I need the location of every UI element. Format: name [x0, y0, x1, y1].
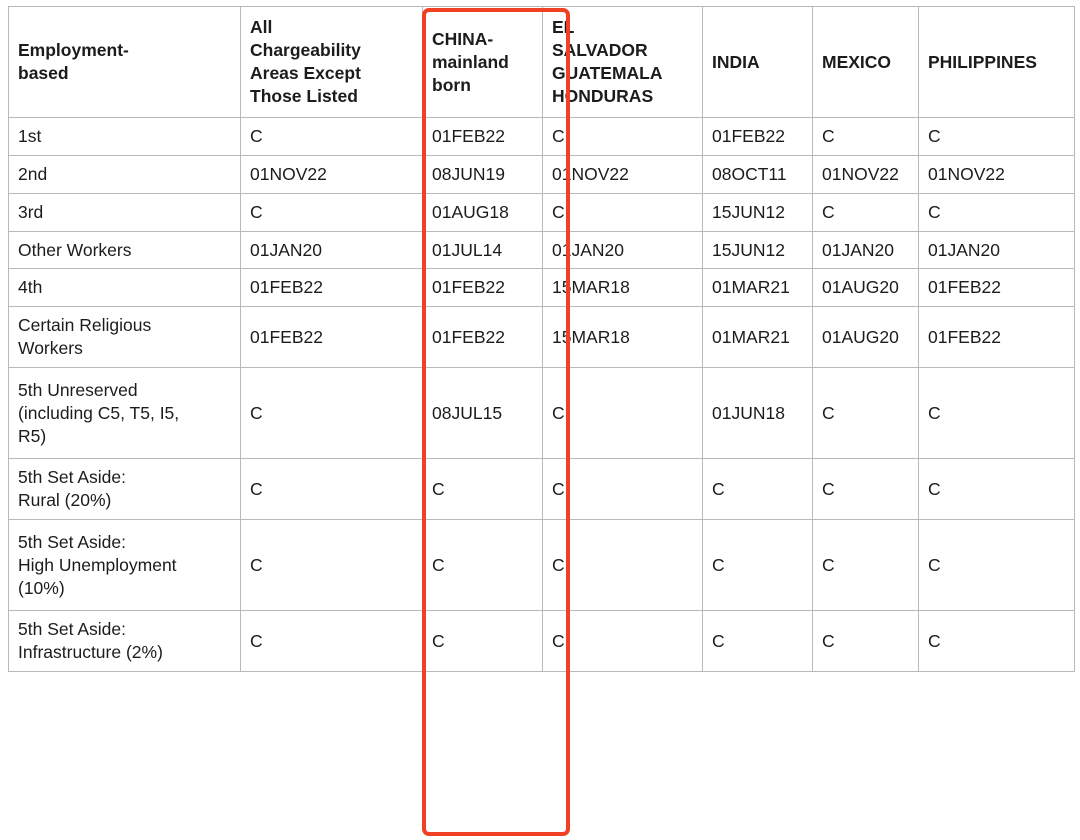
row-category-line: 5th Set Aside: — [18, 467, 126, 488]
row-category-line: 5th Set Aside: — [18, 619, 126, 640]
row-category: 4th — [9, 269, 241, 307]
cell-china: 01FEB22 — [423, 269, 543, 307]
row-category — [9, 368, 241, 459]
row-category: Other Workers — [9, 231, 241, 269]
column-header-india: INDIA — [703, 7, 813, 118]
row-category-line: 5th Set Aside: — [18, 532, 126, 552]
cell-el-salvador-guatemala-honduras: C — [543, 118, 703, 156]
cell-el-salvador-guatemala-honduras: 01JAN20 — [543, 231, 703, 269]
row-category-line: High Unemployment — [18, 554, 177, 575]
header-line: All — [250, 17, 273, 37]
row-category — [9, 520, 241, 611]
row-category — [9, 307, 241, 368]
header-line: Employment- — [18, 40, 129, 61]
table-row — [9, 118, 1075, 156]
cell-china: C — [423, 611, 543, 672]
cell-el-salvador-guatemala-honduras: 01NOV22 — [543, 156, 703, 194]
row-category-line: 5th Unreserved — [18, 380, 138, 400]
header-line: Areas Except — [250, 63, 361, 84]
cell-el-salvador-guatemala-honduras: 15MAR18 — [543, 307, 703, 368]
cell-philippines: C — [919, 459, 1075, 520]
row-category-line: Workers — [18, 338, 83, 359]
cell-el-salvador-guatemala-honduras: C — [543, 611, 703, 672]
row-category-line: Infrastructure (2%) — [18, 642, 163, 663]
cell-mexico: 01JAN20 — [813, 231, 919, 269]
cell-philippines: 01NOV22 — [919, 156, 1075, 194]
row-category — [9, 611, 241, 672]
table-row — [9, 193, 1075, 231]
cell-philippines: C — [919, 520, 1075, 611]
table-header-row — [9, 7, 1075, 118]
cell-china: C — [423, 459, 543, 520]
cell-mexico: C — [813, 459, 919, 520]
cell-china: 08JUL15 — [423, 368, 543, 459]
cell-india: 15JUN12 — [703, 193, 813, 231]
table-row — [9, 156, 1075, 194]
cell-philippines: C — [919, 118, 1075, 156]
cell-india: C — [703, 459, 813, 520]
cell-india: 15JUN12 — [703, 231, 813, 269]
cell-china: C — [423, 520, 543, 611]
column-header-el-salvador-guatemala-honduras — [543, 7, 703, 118]
cell-mexico: C — [813, 118, 919, 156]
header-line: GUATEMALA — [552, 63, 663, 84]
cell-philippines: C — [919, 611, 1075, 672]
row-category-line: Rural (20%) — [18, 490, 112, 511]
cell-china: 01FEB22 — [423, 307, 543, 368]
column-header-mexico: MEXICO — [813, 7, 919, 118]
cell-all-areas: 01JAN20 — [241, 231, 423, 269]
column-header-employment-based — [9, 7, 241, 118]
row-category: 2nd — [9, 156, 241, 194]
cell-china: 01FEB22 — [423, 118, 543, 156]
header-line: Chargeability — [250, 40, 361, 61]
cell-all-areas: C — [241, 368, 423, 459]
cell-india: 01FEB22 — [703, 118, 813, 156]
cell-india: 01MAR21 — [703, 269, 813, 307]
header-line: mainland — [432, 51, 509, 72]
column-header-all-chargeability-areas — [241, 7, 423, 118]
cell-all-areas: C — [241, 459, 423, 520]
cell-mexico: C — [813, 368, 919, 459]
cell-el-salvador-guatemala-honduras: 15MAR18 — [543, 269, 703, 307]
cell-china: 01AUG18 — [423, 193, 543, 231]
cell-all-areas: 01NOV22 — [241, 156, 423, 194]
column-header-china-mainland-born — [423, 7, 543, 118]
cell-mexico: 01AUG20 — [813, 269, 919, 307]
cell-india: 01MAR21 — [703, 307, 813, 368]
header-line: EL — [552, 17, 575, 37]
table-row — [9, 459, 1075, 520]
cell-mexico: 01AUG20 — [813, 307, 919, 368]
cell-india: C — [703, 611, 813, 672]
cell-philippines: 01FEB22 — [919, 307, 1075, 368]
column-header-philippines: PHILIPPINES — [919, 7, 1075, 118]
cell-all-areas: 01FEB22 — [241, 269, 423, 307]
cell-philippines: C — [919, 368, 1075, 459]
table-row — [9, 520, 1075, 611]
cell-china: 08JUN19 — [423, 156, 543, 194]
cell-el-salvador-guatemala-honduras: C — [543, 193, 703, 231]
header-line: HONDURAS — [552, 86, 654, 107]
header-line: born — [432, 74, 471, 95]
visa-bulletin-sheet — [0, 6, 1080, 840]
table-row — [9, 231, 1075, 269]
cell-india: 01JUN18 — [703, 368, 813, 459]
table-row — [9, 611, 1075, 672]
cell-all-areas: C — [241, 611, 423, 672]
visa-bulletin-table — [8, 6, 1075, 672]
cell-mexico: C — [813, 520, 919, 611]
table-row — [9, 368, 1075, 459]
row-category-line: (10%) — [18, 577, 65, 598]
cell-india: C — [703, 520, 813, 611]
cell-el-salvador-guatemala-honduras: C — [543, 459, 703, 520]
cell-philippines: 01FEB22 — [919, 269, 1075, 307]
cell-all-areas: C — [241, 193, 423, 231]
cell-all-areas: 01FEB22 — [241, 307, 423, 368]
row-category: 3rd — [9, 193, 241, 231]
cell-all-areas: C — [241, 118, 423, 156]
cell-all-areas: C — [241, 520, 423, 611]
row-category-line: R5) — [18, 425, 47, 446]
header-line: Those Listed — [250, 86, 358, 107]
cell-philippines: 01JAN20 — [919, 231, 1075, 269]
cell-china: 01JUL14 — [423, 231, 543, 269]
row-category: 1st — [9, 118, 241, 156]
cell-mexico: 01NOV22 — [813, 156, 919, 194]
header-line: SALVADOR — [552, 40, 648, 61]
row-category — [9, 459, 241, 520]
cell-philippines: C — [919, 193, 1075, 231]
row-category-line: (including C5, T5, I5, — [18, 402, 180, 423]
cell-india: 08OCT11 — [703, 156, 813, 194]
table-row — [9, 307, 1075, 368]
cell-el-salvador-guatemala-honduras: C — [543, 520, 703, 611]
cell-el-salvador-guatemala-honduras: C — [543, 368, 703, 459]
header-line: CHINA- — [432, 28, 494, 49]
table-row — [9, 269, 1075, 307]
header-line: based — [18, 63, 69, 84]
cell-mexico: C — [813, 611, 919, 672]
cell-mexico: C — [813, 193, 919, 231]
row-category-line: Certain Religious — [18, 315, 152, 336]
